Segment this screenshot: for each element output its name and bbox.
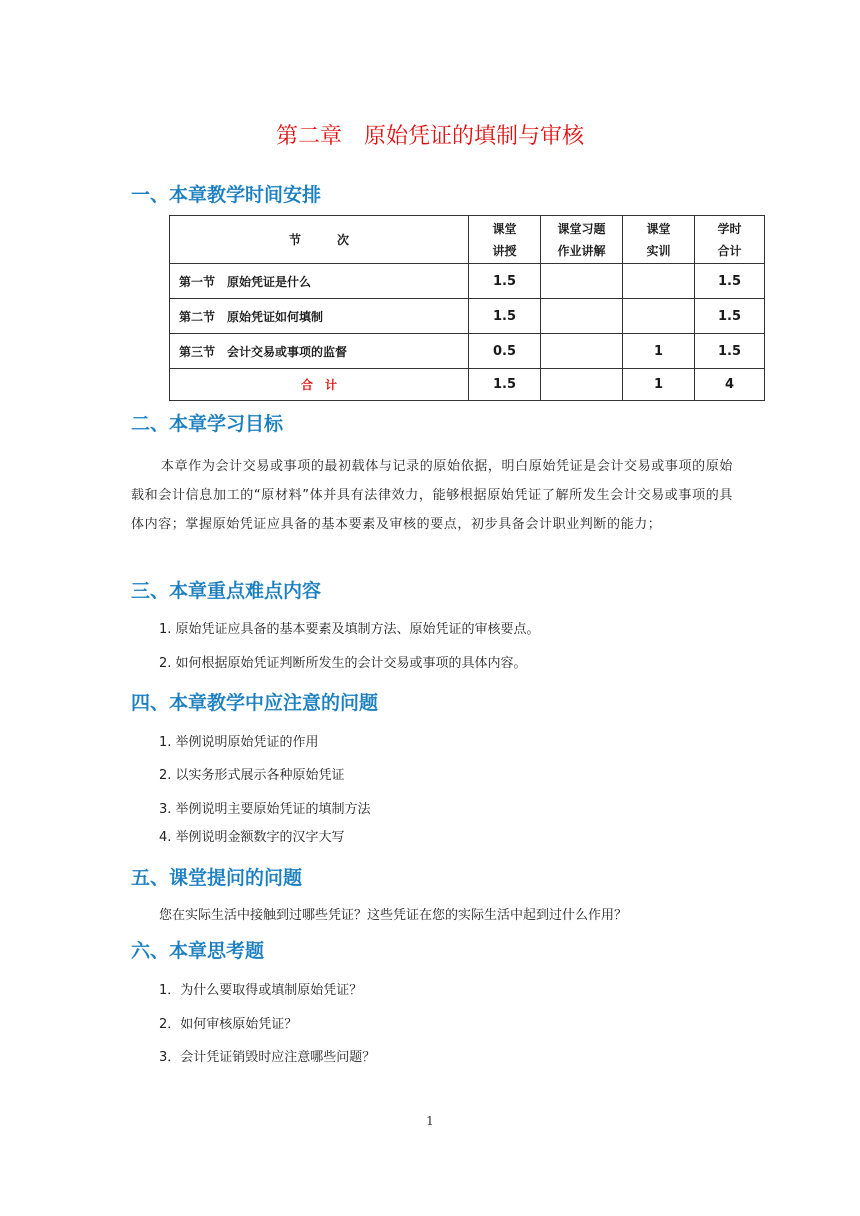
row-exercise: [540, 299, 622, 333]
table-row: [170, 263, 764, 298]
row-total: 1.5: [694, 334, 764, 368]
row-section-name: 第三节 会计交易或事项的监督: [179, 344, 348, 359]
row-practice: 1: [622, 334, 694, 368]
row-section-name: 第二节 原始凭证如何填制: [179, 309, 324, 324]
reflection-question-item: 2．如何审核原始凭证？: [159, 1017, 298, 1032]
row-practice: [622, 299, 694, 333]
row-lecture: 1.5: [468, 299, 540, 333]
teaching-note-item: 1. 举例说明原始凭证的作用: [159, 735, 319, 750]
row-practice: [622, 264, 694, 298]
teaching-note-item: 4. 举例说明金额数字的汉字大写: [159, 830, 345, 845]
table-row: [170, 333, 764, 368]
reflection-question-item: 3．会计凭证销毁时应注意哪些问题？: [159, 1050, 376, 1065]
table-total-row: [170, 368, 764, 400]
row-lecture: 1.5: [468, 264, 540, 298]
section-heading-key-points: 三、本章重点难点内容: [131, 580, 322, 602]
section-heading-schedule: 一、本章教学时间安排: [131, 184, 322, 206]
total-label: 合 计: [300, 378, 337, 392]
teaching-note-item: 3. 举例说明主要原始凭证的填制方法: [159, 802, 371, 817]
total-lecture: 1.5: [468, 369, 540, 400]
row-section-name: 第一节 原始凭证是什么: [179, 274, 312, 289]
row-lecture: 0.5: [468, 334, 540, 368]
total-practice: 1: [622, 369, 694, 400]
reflection-question-item: 1．为什么要取得或填制原始凭证？: [159, 983, 363, 998]
header-lecture: 课堂 讲授: [468, 216, 540, 263]
objectives-paragraph: 本章作为会计交易或事项的最初载体与记录的原始依据，明白原始凭证是会计交易或事项的原始载和会计信息加工的“原材料”体并具有法律效力，能够根据原始凭证了解所发生会计交易或事项的具体内容；掌握原始凭证应具备的基本要素及审核的要点，初步具备会计职业判断的能力；: [131, 459, 733, 532]
row-exercise: [540, 264, 622, 298]
header-practice: 课堂 实训: [622, 216, 694, 263]
header-section: 节 次: [288, 232, 349, 247]
schedule-table: [169, 215, 765, 401]
row-total: 1.5: [694, 299, 764, 333]
table-row: [170, 298, 764, 333]
header-exercise: 课堂习题 作业讲解: [540, 216, 622, 263]
key-point-item: 2. 如何根据原始凭证判断所发生的会计交易或事项的具体内容。: [159, 656, 527, 671]
row-total: 1.5: [694, 264, 764, 298]
section-heading-objectives: 二、本章学习目标: [131, 413, 284, 435]
total-exercise: [540, 369, 622, 400]
teaching-note-item: 2. 以实务形式展示各种原始凭证: [159, 768, 345, 783]
total-hours: 4: [694, 369, 764, 400]
page-number: 1: [426, 1114, 434, 1128]
chapter-title: 第二章 原始凭证的填制与审核: [275, 124, 584, 149]
table-header-row: [170, 216, 764, 263]
header-total-hours: 学时 合计: [694, 216, 764, 263]
row-exercise: [540, 334, 622, 368]
key-point-item: 1. 原始凭证应具备的基本要素及填制方法、原始凭证的审核要点。: [159, 622, 540, 637]
section-heading-reflection: 六、本章思考题: [131, 940, 265, 962]
section-heading-classroom-question: 五、课堂提问的问题: [131, 867, 303, 889]
classroom-question-text: 您在实际生活中接触到过哪些凭证？这些凭证在您的实际生活中起到过什么作用？: [159, 908, 628, 923]
section-heading-teaching-notes: 四、本章教学中应注意的问题: [131, 692, 379, 714]
